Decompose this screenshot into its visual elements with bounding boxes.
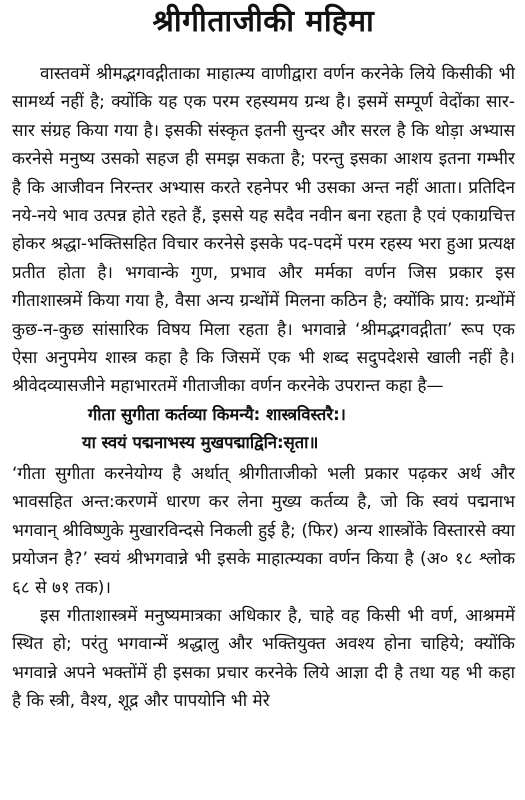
- paragraph-3: इस गीताशास्त्रमें मनुष्यमात्रका अधिकार है, चाहे वह किसी भी वर्ण, आश्रममें स्थित हो; परंतु भगवान्में श्रद्धालु और भक्तियुक्त अवश्य होना चाहिये; क्योंकि भगवान्ने अपने भक्तोंमें ही इसका प्रचार करनेके लिये आज्ञा दी है तथा यह भी कहा है कि स्त्री, वैश्य, शूद्र और पापयोनि भी मेरे: [12, 605, 515, 712]
- verse-line-2: या स्वयं पद्मनाभस्य मुखपद्माद्विनि:सृता॥: [82, 433, 319, 453]
- sanskrit-verse: [12, 401, 515, 458]
- paragraph-1: वास्तवमें श्रीमद्भगवद्गीताका माहात्म्य वाणीद्वारा वर्णन करनेके लिये किसीकी भी सामर्थ्य नहीं है; क्योंकि यह एक परम रहस्यमय ग्रन्थ है। इसमें सम्पूर्ण वेदोंका सार-सार संग्रह किया गया है। इसकी संस्कृत इतनी सुन्दर और सरल है कि थोड़ा अभ्यास करनेसे मनुष्य उसको सहज ही समझ सकता है; परन्तु इसका आशय इतना गम्भीर है कि आजीवन निरन्तर अभ्यास करते रहनेपर भी उसका अन्त नहीं आता। प्रतिदिन नये-नये भाव उत्पन्न होते रहते हैं, इससे यह सदैव नवीन बना रहता है एवं एकाग्रचित्त होकर श्रद्धा-भक्तिसहित विचार करनेसे इसके पद-पदमें परम रहस्य भरा हुआ प्रत्यक्ष प्रतीत होता है। भगवान्के गुण, प्रभाव और मर्मका वर्णन जिस प्रकार इस गीताशास्त्रमें किया गया है, वैसा अन्य ग्रन्थोंमें मिलना कठिन है; क्योंकि प्राय: ग्रन्थोंमें कुछ-न-कुछ सांसारिक विषय मिला रहता है। भगवान्ने ‘श्रीमद्भगवद्गीता’ रूप एक ऐसा अनुपमेय शास्त्र कहा है कि जिसमें एक भी शब्द सदुपदेशसे खाली नहीं है। श्रीवेदव्यासजीने महाभारतमें गीताजीका वर्णन करनेके उपरान्त कहा है—: [12, 64, 515, 397]
- verse-line-1: गीता सुगीता कर्तव्या किमन्यै: शास्त्रविस्तरै:।: [88, 404, 346, 424]
- page-title: श्रीगीताजीकी महिमा: [152, 4, 375, 39]
- paragraph-2: ‘गीता सुगीता करनेयोग्य है अर्थात् श्रीगीताजीको भली प्रकार पढ़कर अर्थ और भावसहित अन्त:करणमें धारण कर लेना मुख्य कर्तव्य है, जो कि स्वयं पद्मनाभ भगवान् श्रीविष्णुके मुखारविन्दसे निकली हुई है; (फिर) अन्य शास्त्रोंके विस्तारसे क्या प्रयोजन है?’ स्वयं श्रीभगवान्ने भी इसके माहात्म्यका वर्णन किया है (अ० १८ श्लोक ६८ से ७१ तक)।: [12, 463, 515, 598]
